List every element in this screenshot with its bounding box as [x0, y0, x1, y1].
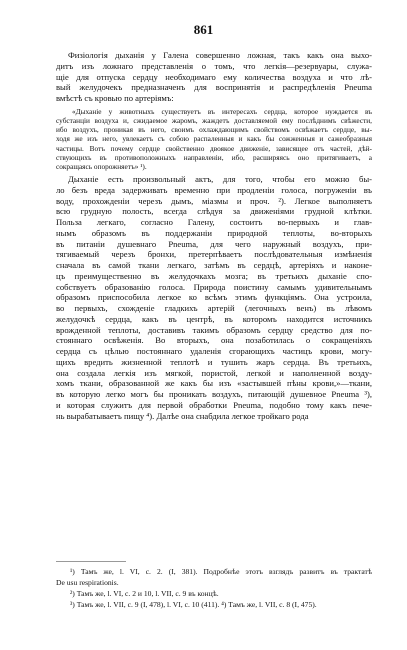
text-line: щiе для отпуска сердцу необходимаго ему количества воздуха и что лѣ-	[56, 71, 372, 82]
quote-line: «Дыханiе у животныхъ существуетъ въ интересахъ сердца, которое нуждается въ	[72, 106, 372, 116]
text-line: во первыхъ, схожденiе гладкихъ артерiй (легочныхъ венъ) въ лѣвомъ	[56, 303, 372, 314]
paragraph-main	[56, 174, 372, 421]
text-line: сердца съ цѣлью постояннаго удаленiя сгорающихъ частицъ крови, могу-	[56, 346, 372, 357]
text-line: Дыханiе есть произвольный актъ, для того, чтобы его можно бы-	[68, 174, 372, 185]
text-line: нь вырабатываетъ пищу ⁴). Далѣе она снабдила легкое тройкаго рода	[56, 410, 309, 421]
text-line: она создала легкiя изъ мягкой, пористой, легкой и наполненной возду-	[56, 367, 372, 378]
text-line: хомъ ткани, образованной же какъ бы изъ «застывшей пѣны крови,»—ткани,	[56, 378, 372, 389]
footnote-line: ³) Тамъ же, l. VII, c. 9 (I, 478), l. VI, c. 10 (411). ⁴) Тамъ же, l. VII, c. 8 (I, 475).	[70, 600, 317, 609]
text-line: вый желудочекъ предназначенъ для воспринятiя и распредѣленiя Pneuma	[56, 82, 372, 93]
footnote-line: ¹) Тамъ же, l. VI, c. 2. (I, 381). Подробнѣе этотъ взглядъ развитъ въ трактатѣ	[70, 567, 372, 576]
text-line: въ которую легко могъ бы проникать воздухъ, питающiй душевное Pneuma ³),	[56, 389, 372, 400]
text-line: Польза легкаго, согласно Галену, состоитъ во-первыхъ и глав-	[56, 217, 372, 228]
text-line: ло безъ вреда задерживать временно при продленiи голоса, погруженiи въ	[56, 184, 372, 195]
footnote-line: De usu respirationis.	[56, 578, 119, 587]
quote-line: сокращаясь опорожняетъ» ¹).	[56, 161, 147, 171]
text-line: въ питанiи душевнаго Pneuma, для чего наружный воздухъ, при-	[56, 238, 372, 249]
quote-line: ствующихъ въ противоположныхъ направленiи, ибо, расширяясь оно притягиваетъ, а	[56, 152, 372, 162]
main-text	[56, 50, 372, 421]
text-line: Физiологiя дыханiя у Галена совершенно ложная, такъ какъ она выхо-	[68, 50, 372, 60]
text-line: тягиваемый черезъ бронхи, претерпѣваетъ послѣдовательныя измѣненiя	[56, 249, 372, 260]
text-line: цъ преимущественно въ желудочкахъ мозга; въ третьихъ дыханiе спо-	[56, 270, 372, 281]
text-line: образомъ приспособила легкое ко всѣмъ этимъ функцiямъ. Она устроила,	[56, 292, 372, 303]
footnote-line: ²) Тамъ же, l. VI, c. 2 и 10, l. VII, c. 9 въ концѣ.	[70, 589, 219, 598]
text-line: воду, прохожденiи черезъ дымъ, мiазмы и проч. ²). Легкое выполняетъ	[56, 195, 372, 206]
text-line: всю грудную полость, всегда слѣдуя за движенiями грудной клѣтки.	[56, 206, 372, 217]
page-number: 861	[193, 22, 214, 37]
text-line: сначала въ самой ткани легкаго, затѣмъ въ сердцѣ, артерiяхъ и наконе-	[56, 260, 372, 271]
text-line: собствуетъ образованiю голоса. Природа поистину самымъ удивительнымъ	[56, 281, 372, 292]
footnotes-section	[56, 561, 372, 610]
quote-line: ибо воздухъ, проникая въ него, своимъ охлаждающимъ свойствомъ освѣжаетъ сердце, вы-	[56, 125, 372, 135]
text-line: нымъ образомъ въ поддержанiи природной теплоты, во-вторыхъ	[56, 227, 372, 238]
text-line: щихъ вредить жизненной теплотѣ и тушить жаръ сердца. Въ третьихъ,	[56, 356, 372, 367]
text-line: стояннаго освѣженiя. Во вторыхъ, она позаботилась о сокращенiяхъ	[56, 335, 372, 346]
footnote-list	[56, 566, 372, 610]
quote-line: частицы. Вотъ почему сердце свойственно двоякое движенiе, зависящее отъ частей, дѣй-	[56, 143, 372, 153]
quote-line: субстанцiи воздуха и, сжидаемое жаромъ, жаждетъ доставляемой ему послѣднимъ свѣжести,	[56, 115, 372, 125]
text-line: вмѣстѣ съ кровью по артерiямъ:	[56, 93, 174, 103]
footnote-divider	[56, 561, 126, 562]
text-line: дитъ изъ ложнаго представленiя о томъ, что легкiя—резервуары, служа-	[56, 60, 372, 71]
paragraph-intro	[56, 50, 372, 104]
text-line: желудочкѣ сердца, какъ въ центрѣ, въ которомъ находится источникъ	[56, 313, 372, 324]
quote-line: ходя же изъ него, увлекаетъ съ собою распаленныя и какъ бы сожженныя и сажеобразныя	[56, 134, 372, 144]
text-line: и которая служитъ для первой обработки Pneuma, подобно тому какъ пече-	[56, 399, 372, 410]
block-quote	[56, 107, 372, 171]
text-line: врожденной теплоты, доставивъ такимъ образомъ сердцу средство для по-	[56, 324, 372, 335]
